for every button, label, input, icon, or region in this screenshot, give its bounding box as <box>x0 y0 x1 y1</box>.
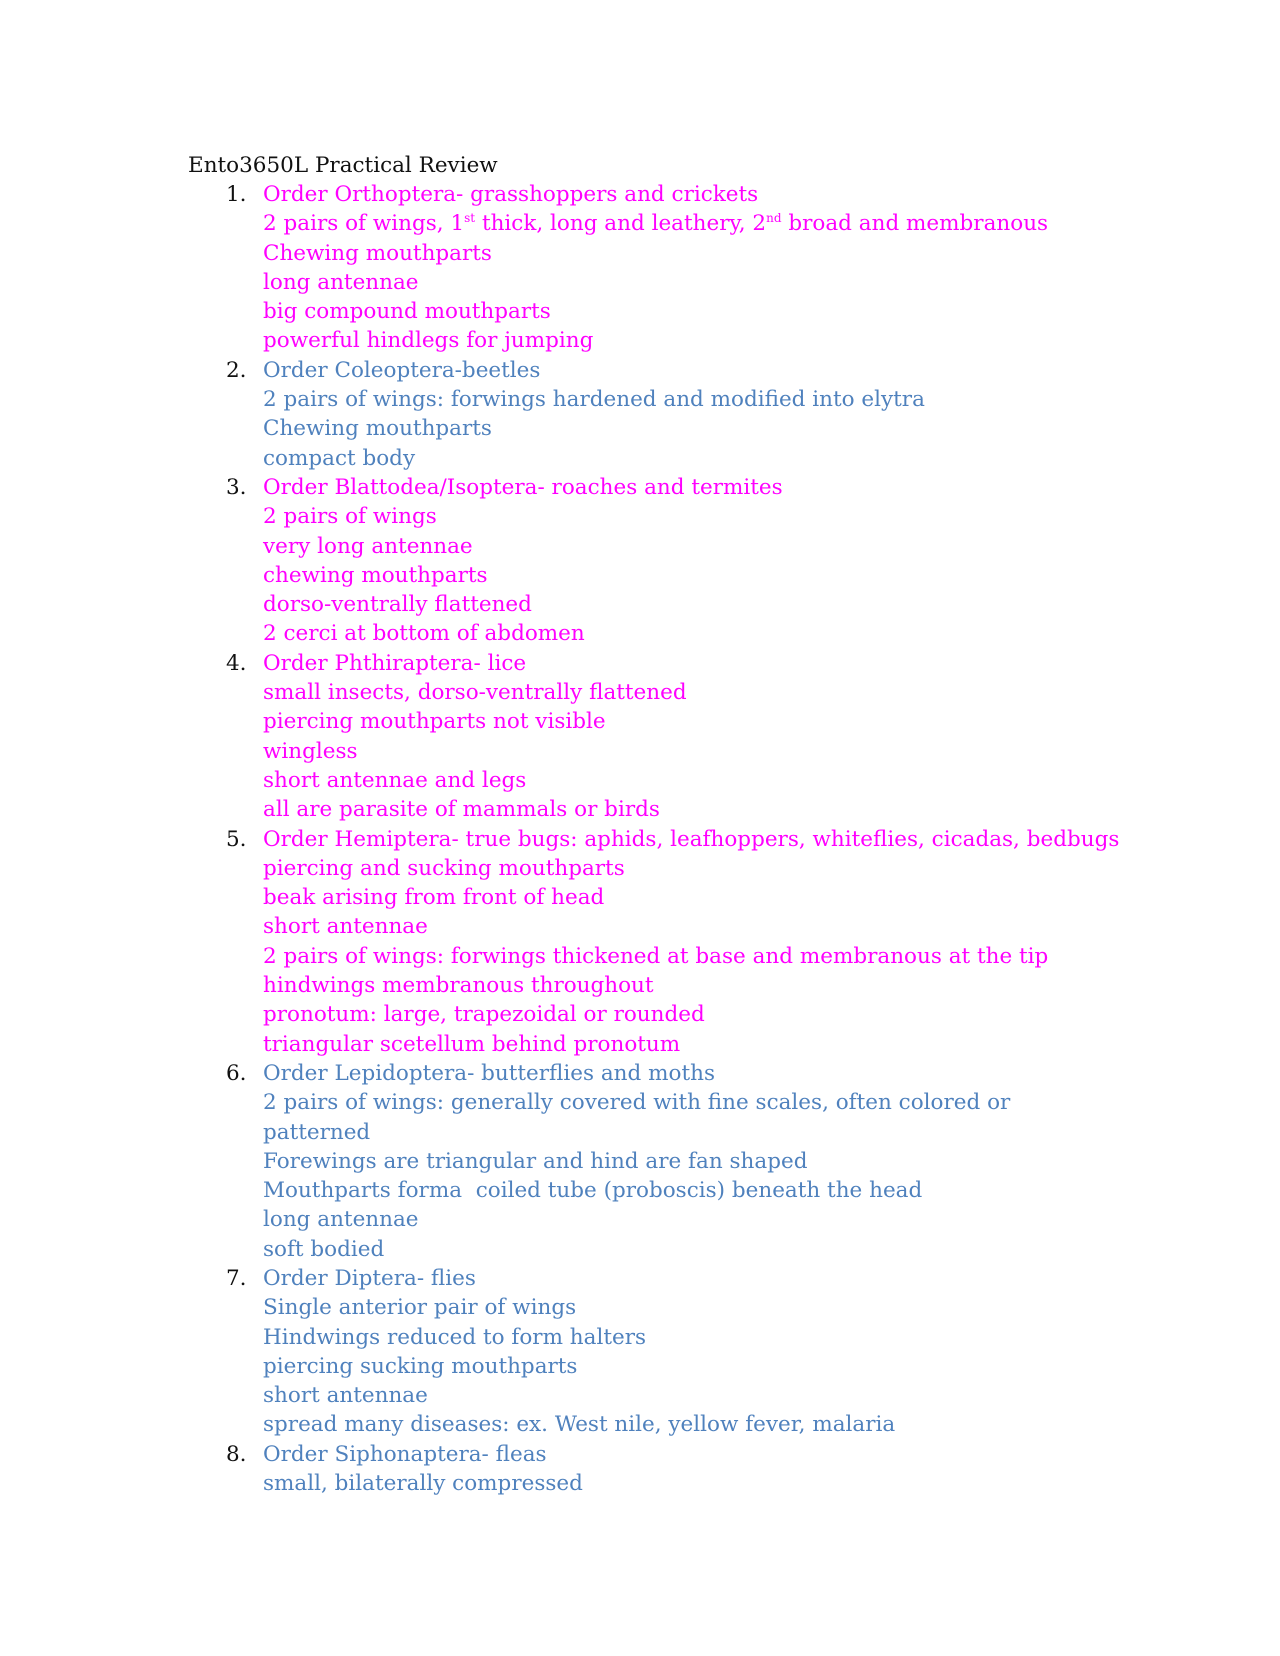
trait-line: pronotum: large, trapezoidal or rounded <box>263 1002 705 1028</box>
wings-description <box>263 209 1088 238</box>
list-item-lepidoptera <box>188 1059 1088 1264</box>
trait-line: short antennae <box>263 1383 428 1409</box>
trait-line: piercing mouthparts not visible <box>263 709 606 735</box>
wings-text-part: thick, long and leathery, 2 <box>475 211 767 237</box>
trait-line: Chewing mouthparts <box>263 416 492 442</box>
order-heading: Order Siphonaptera- fleas <box>263 1441 547 1467</box>
list-item-hemiptera <box>188 825 1120 1059</box>
trait-line: big compound mouthparts <box>263 299 551 325</box>
list-item-phthiraptera <box>188 649 1088 825</box>
order-heading: Order Orthoptera- grasshoppers and crickets <box>263 182 759 207</box>
ordinal-superscript: st <box>464 211 476 226</box>
trait-line: all are parasite of mammals or birds <box>263 797 660 823</box>
trait-line: short antennae <box>263 914 428 940</box>
trait-line: Hindwings reduced to form halters <box>263 1324 647 1350</box>
list-item-coleoptera <box>188 356 1088 473</box>
trait-line: spread many diseases: ex. West nile, yellow fever, malaria <box>263 1412 896 1438</box>
list-number: 3. <box>226 474 247 500</box>
trait-line: wingless <box>263 738 358 764</box>
trait-line: 2 pairs of wings: forwings thickened at base and membranous at the tip <box>263 943 1049 969</box>
order-heading: Order Diptera- flies <box>263 1265 476 1291</box>
trait-line: soft bodied <box>263 1236 385 1262</box>
trait-line: piercing and sucking mouthparts <box>263 855 625 881</box>
trait-line: 2 pairs of wings <box>263 504 437 530</box>
list-number: 4. <box>226 650 247 676</box>
list-number: 8. <box>226 1441 247 1467</box>
trait-line: compact body <box>263 445 416 471</box>
trait-line: patterned <box>263 1119 371 1145</box>
trait-line: piercing sucking mouthparts <box>263 1353 578 1379</box>
list-item-diptera <box>188 1264 1088 1440</box>
trait-line: chewing mouthparts <box>263 562 488 588</box>
trait-line: very long antennae <box>263 533 473 559</box>
trait-line: Chewing mouthparts <box>263 240 492 266</box>
trait-line: small insects, dorso-ventrally flattened <box>263 680 687 706</box>
list-item-orthoptera <box>188 180 1088 356</box>
order-list <box>188 180 1120 1498</box>
list-number: 1. <box>226 182 247 207</box>
trait-line: long antennae <box>263 1207 419 1233</box>
trait-line: dorso-ventrally flattened <box>263 592 532 618</box>
trait-line: hindwings membranous throughout <box>263 973 654 999</box>
order-heading: Order Coleoptera-beetles <box>263 357 541 383</box>
order-heading: Order Lepidoptera- butterflies and moths <box>263 1060 715 1086</box>
list-number: 7. <box>226 1265 247 1291</box>
trait-line: triangular scetellum behind pronotum <box>263 1031 681 1057</box>
wings-text-part: 2 pairs of wings, 1 <box>263 211 465 237</box>
trait-line: short antennae and legs <box>263 767 527 793</box>
trait-line: 2 pairs of wings: generally covered with fine scales, often colored or <box>263 1090 1011 1116</box>
order-heading: Order Blattodea/Isoptera- roaches and termites <box>263 474 783 500</box>
list-item-siphonaptera <box>188 1440 1088 1499</box>
document-title: Ento3650L Practical Review <box>188 153 498 178</box>
list-item-blattodea <box>188 473 1088 649</box>
trait-line: long antennae <box>263 269 419 295</box>
ordinal-superscript: nd <box>766 211 782 226</box>
wings-text-part: broad and membranous <box>781 211 1049 237</box>
trait-line: beak arising from front of head <box>263 885 605 911</box>
trait-line: powerful hindlegs for jumping <box>263 328 594 354</box>
trait-line: 2 cerci at bottom of abdomen <box>263 621 585 647</box>
trait-line: Single anterior pair of wings <box>263 1295 577 1321</box>
list-number: 6. <box>226 1060 247 1086</box>
trait-line: small, bilaterally compressed <box>263 1471 583 1497</box>
order-heading: Order Hemiptera- true bugs: aphids, leafhoppers, whiteflies, cicadas, bedbugs <box>263 826 1120 852</box>
trait-line: Forewings are triangular and hind are fan shaped <box>263 1148 808 1174</box>
list-number: 2. <box>226 357 247 383</box>
list-number: 5. <box>226 826 247 852</box>
order-heading: Order Phthiraptera- lice <box>263 650 527 676</box>
trait-line: 2 pairs of wings: forwings hardened and modified into elytra <box>263 387 925 413</box>
trait-line: Mouthparts forma coiled tube (proboscis) beneath the head <box>263 1178 923 1204</box>
